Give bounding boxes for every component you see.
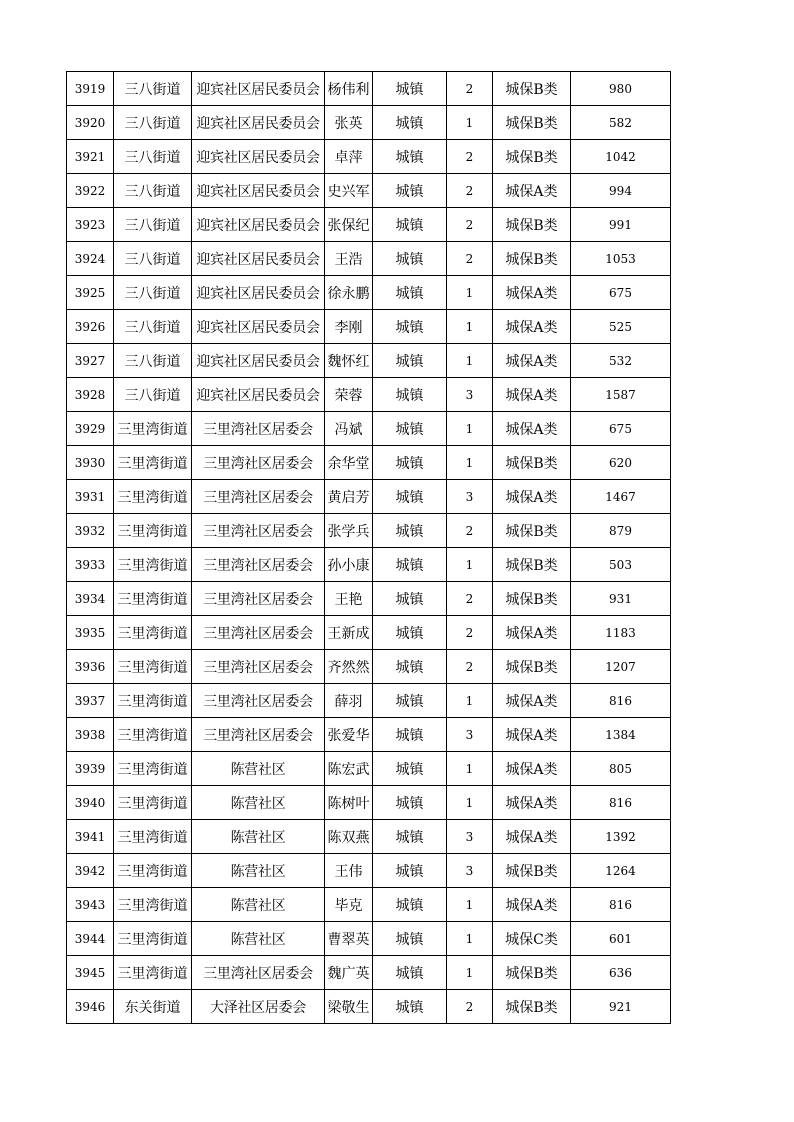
cell-subdistrict: 三里湾街道: [114, 548, 192, 582]
cell-subdistrict: 三里湾街道: [114, 616, 192, 650]
cell-subdistrict: 三里湾街道: [114, 446, 192, 480]
cell-community: 三里湾社区居委会: [192, 616, 325, 650]
cell-insurance-category: 城保B类: [493, 650, 571, 684]
cell-amount: 1207: [571, 650, 671, 684]
cell-household-size: 1: [447, 922, 493, 956]
cell-amount: 816: [571, 684, 671, 718]
cell-row-id: 3937: [67, 684, 114, 718]
cell-insurance-category: 城保A类: [493, 888, 571, 922]
cell-row-id: 3921: [67, 140, 114, 174]
cell-amount: 931: [571, 582, 671, 616]
cell-name: 徐永鹏: [325, 276, 373, 310]
cell-area-type: 城镇: [373, 378, 447, 412]
cell-community: 迎宾社区居民委员会: [192, 208, 325, 242]
cell-name: 冯斌: [325, 412, 373, 446]
cell-row-id: 3926: [67, 310, 114, 344]
cell-insurance-category: 城保B类: [493, 514, 571, 548]
cell-insurance-category: 城保B类: [493, 990, 571, 1024]
cell-community: 迎宾社区居民委员会: [192, 72, 325, 106]
cell-subdistrict: 三八街道: [114, 208, 192, 242]
cell-subdistrict: 三里湾街道: [114, 684, 192, 718]
cell-row-id: 3942: [67, 854, 114, 888]
cell-household-size: 1: [447, 956, 493, 990]
cell-insurance-category: 城保B类: [493, 854, 571, 888]
cell-name: 黄启芳: [325, 480, 373, 514]
cell-area-type: 城镇: [373, 990, 447, 1024]
cell-area-type: 城镇: [373, 650, 447, 684]
cell-amount: 503: [571, 548, 671, 582]
cell-insurance-category: 城保B类: [493, 548, 571, 582]
table-row: [67, 378, 671, 412]
cell-insurance-category: 城保A类: [493, 480, 571, 514]
cell-row-id: 3923: [67, 208, 114, 242]
cell-community: 迎宾社区居民委员会: [192, 174, 325, 208]
cell-area-type: 城镇: [373, 174, 447, 208]
cell-household-size: 3: [447, 378, 493, 412]
cell-subdistrict: 三里湾街道: [114, 820, 192, 854]
cell-household-size: 1: [447, 412, 493, 446]
cell-area-type: 城镇: [373, 548, 447, 582]
cell-amount: 582: [571, 106, 671, 140]
cell-row-id: 3920: [67, 106, 114, 140]
cell-area-type: 城镇: [373, 786, 447, 820]
cell-row-id: 3943: [67, 888, 114, 922]
cell-name: 曹翠英: [325, 922, 373, 956]
cell-insurance-category: 城保B类: [493, 242, 571, 276]
table-row: [67, 174, 671, 208]
cell-community: 三里湾社区居委会: [192, 718, 325, 752]
cell-community: 迎宾社区居民委员会: [192, 106, 325, 140]
cell-subdistrict: 三里湾街道: [114, 650, 192, 684]
cell-subdistrict: 三八街道: [114, 72, 192, 106]
table-row: [67, 752, 671, 786]
cell-amount: 1392: [571, 820, 671, 854]
cell-community: 三里湾社区居委会: [192, 684, 325, 718]
cell-household-size: 3: [447, 718, 493, 752]
cell-name: 张保纪: [325, 208, 373, 242]
cell-name: 张爱华: [325, 718, 373, 752]
cell-household-size: 2: [447, 242, 493, 276]
cell-insurance-category: 城保A类: [493, 310, 571, 344]
table-row: [67, 514, 671, 548]
cell-name: 张英: [325, 106, 373, 140]
cell-amount: 1587: [571, 378, 671, 412]
table-row: [67, 344, 671, 378]
cell-insurance-category: 城保B类: [493, 446, 571, 480]
cell-area-type: 城镇: [373, 582, 447, 616]
cell-insurance-category: 城保A类: [493, 820, 571, 854]
cell-row-id: 3936: [67, 650, 114, 684]
cell-subdistrict: 三八街道: [114, 242, 192, 276]
cell-area-type: 城镇: [373, 854, 447, 888]
cell-area-type: 城镇: [373, 922, 447, 956]
cell-name: 薛羽: [325, 684, 373, 718]
table-row: [67, 208, 671, 242]
cell-insurance-category: 城保A类: [493, 344, 571, 378]
cell-subdistrict: 三里湾街道: [114, 854, 192, 888]
cell-name: 魏怀红: [325, 344, 373, 378]
cell-household-size: 2: [447, 140, 493, 174]
cell-household-size: 3: [447, 820, 493, 854]
cell-name: 陈双燕: [325, 820, 373, 854]
cell-amount: 675: [571, 276, 671, 310]
cell-row-id: 3940: [67, 786, 114, 820]
cell-amount: 816: [571, 888, 671, 922]
cell-subdistrict: 三八街道: [114, 174, 192, 208]
cell-area-type: 城镇: [373, 820, 447, 854]
cell-insurance-category: 城保A类: [493, 684, 571, 718]
cell-area-type: 城镇: [373, 480, 447, 514]
table-row: [67, 616, 671, 650]
cell-subdistrict: 三里湾街道: [114, 412, 192, 446]
cell-amount: 1264: [571, 854, 671, 888]
cell-insurance-category: 城保B类: [493, 140, 571, 174]
cell-subdistrict: 三八街道: [114, 276, 192, 310]
cell-amount: 525: [571, 310, 671, 344]
cell-amount: 1183: [571, 616, 671, 650]
cell-row-id: 3944: [67, 922, 114, 956]
cell-household-size: 2: [447, 514, 493, 548]
table-row: [67, 956, 671, 990]
cell-row-id: 3927: [67, 344, 114, 378]
cell-household-size: 2: [447, 72, 493, 106]
cell-row-id: 3931: [67, 480, 114, 514]
cell-community: 大泽社区居委会: [192, 990, 325, 1024]
cell-household-size: 1: [447, 106, 493, 140]
table-row: [67, 990, 671, 1024]
table-row: [67, 820, 671, 854]
cell-household-size: 3: [447, 480, 493, 514]
cell-community: 三里湾社区居委会: [192, 582, 325, 616]
cell-household-size: 1: [447, 786, 493, 820]
cell-community: 三里湾社区居委会: [192, 446, 325, 480]
cell-subdistrict: 三里湾街道: [114, 718, 192, 752]
cell-community: 陈营社区: [192, 786, 325, 820]
cell-area-type: 城镇: [373, 956, 447, 990]
cell-amount: 879: [571, 514, 671, 548]
cell-insurance-category: 城保B类: [493, 582, 571, 616]
cell-amount: 805: [571, 752, 671, 786]
cell-insurance-category: 城保B类: [493, 956, 571, 990]
cell-name: 孙小康: [325, 548, 373, 582]
cell-amount: 1053: [571, 242, 671, 276]
cell-insurance-category: 城保C类: [493, 922, 571, 956]
table-row: [67, 854, 671, 888]
cell-name: 魏广英: [325, 956, 373, 990]
cell-amount: 994: [571, 174, 671, 208]
cell-amount: 980: [571, 72, 671, 106]
cell-name: 齐然然: [325, 650, 373, 684]
cell-subdistrict: 三八街道: [114, 140, 192, 174]
cell-name: 王伟: [325, 854, 373, 888]
cell-subdistrict: 东关街道: [114, 990, 192, 1024]
cell-row-id: 3934: [67, 582, 114, 616]
cell-amount: 675: [571, 412, 671, 446]
cell-row-id: 3928: [67, 378, 114, 412]
cell-name: 荣蓉: [325, 378, 373, 412]
cell-area-type: 城镇: [373, 412, 447, 446]
cell-amount: 620: [571, 446, 671, 480]
cell-subdistrict: 三里湾街道: [114, 514, 192, 548]
cell-subdistrict: 三里湾街道: [114, 582, 192, 616]
table-row: [67, 310, 671, 344]
table-row: [67, 106, 671, 140]
cell-area-type: 城镇: [373, 616, 447, 650]
cell-insurance-category: 城保A类: [493, 174, 571, 208]
cell-household-size: 2: [447, 990, 493, 1024]
cell-community: 陈营社区: [192, 888, 325, 922]
cell-name: 毕克: [325, 888, 373, 922]
cell-row-id: 3932: [67, 514, 114, 548]
cell-household-size: 1: [447, 344, 493, 378]
cell-area-type: 城镇: [373, 72, 447, 106]
cell-community: 迎宾社区居民委员会: [192, 276, 325, 310]
table-row: [67, 888, 671, 922]
cell-insurance-category: 城保B类: [493, 72, 571, 106]
cell-subdistrict: 三八街道: [114, 344, 192, 378]
cell-amount: 636: [571, 956, 671, 990]
cell-name: 史兴军: [325, 174, 373, 208]
cell-subdistrict: 三八街道: [114, 106, 192, 140]
cell-row-id: 3945: [67, 956, 114, 990]
records-table: [66, 71, 671, 1024]
cell-name: 张学兵: [325, 514, 373, 548]
cell-area-type: 城镇: [373, 344, 447, 378]
cell-row-id: 3922: [67, 174, 114, 208]
cell-area-type: 城镇: [373, 276, 447, 310]
cell-community: 陈营社区: [192, 922, 325, 956]
cell-name: 王艳: [325, 582, 373, 616]
cell-insurance-category: 城保A类: [493, 378, 571, 412]
cell-household-size: 1: [447, 310, 493, 344]
cell-insurance-category: 城保A类: [493, 412, 571, 446]
cell-subdistrict: 三里湾街道: [114, 956, 192, 990]
table-row: [67, 446, 671, 480]
cell-subdistrict: 三里湾街道: [114, 922, 192, 956]
cell-household-size: 1: [447, 548, 493, 582]
cell-household-size: 2: [447, 650, 493, 684]
cell-insurance-category: 城保B类: [493, 106, 571, 140]
cell-row-id: 3938: [67, 718, 114, 752]
table-row: [67, 242, 671, 276]
cell-subdistrict: 三里湾街道: [114, 786, 192, 820]
cell-name: 余华堂: [325, 446, 373, 480]
cell-subdistrict: 三里湾街道: [114, 752, 192, 786]
cell-community: 陈营社区: [192, 752, 325, 786]
table-row: [67, 276, 671, 310]
cell-area-type: 城镇: [373, 888, 447, 922]
cell-row-id: 3933: [67, 548, 114, 582]
cell-row-id: 3939: [67, 752, 114, 786]
cell-row-id: 3919: [67, 72, 114, 106]
cell-name: 杨伟利: [325, 72, 373, 106]
table-row: [67, 412, 671, 446]
cell-insurance-category: 城保A类: [493, 786, 571, 820]
cell-insurance-category: 城保A类: [493, 616, 571, 650]
cell-area-type: 城镇: [373, 446, 447, 480]
cell-name: 王浩: [325, 242, 373, 276]
cell-area-type: 城镇: [373, 684, 447, 718]
cell-amount: 816: [571, 786, 671, 820]
table-row: [67, 786, 671, 820]
cell-name: 梁敬生: [325, 990, 373, 1024]
cell-amount: 601: [571, 922, 671, 956]
cell-community: 三里湾社区居委会: [192, 650, 325, 684]
table-row: [67, 650, 671, 684]
cell-community: 陈营社区: [192, 854, 325, 888]
cell-household-size: 1: [447, 446, 493, 480]
cell-household-size: 3: [447, 854, 493, 888]
cell-community: 迎宾社区居民委员会: [192, 378, 325, 412]
cell-area-type: 城镇: [373, 140, 447, 174]
cell-household-size: 2: [447, 616, 493, 650]
table-row: [67, 684, 671, 718]
cell-subdistrict: 三里湾街道: [114, 888, 192, 922]
cell-community: 三里湾社区居委会: [192, 956, 325, 990]
cell-amount: 1042: [571, 140, 671, 174]
table-row: [67, 140, 671, 174]
cell-row-id: 3930: [67, 446, 114, 480]
cell-insurance-category: 城保B类: [493, 208, 571, 242]
cell-name: 李刚: [325, 310, 373, 344]
cell-insurance-category: 城保A类: [493, 718, 571, 752]
table-row: [67, 582, 671, 616]
cell-community: 三里湾社区居委会: [192, 548, 325, 582]
table-row: [67, 480, 671, 514]
cell-area-type: 城镇: [373, 242, 447, 276]
cell-amount: 921: [571, 990, 671, 1024]
cell-amount: 991: [571, 208, 671, 242]
cell-area-type: 城镇: [373, 718, 447, 752]
cell-household-size: 1: [447, 276, 493, 310]
cell-name: 卓萍: [325, 140, 373, 174]
cell-insurance-category: 城保A类: [493, 276, 571, 310]
cell-row-id: 3941: [67, 820, 114, 854]
cell-row-id: 3924: [67, 242, 114, 276]
cell-area-type: 城镇: [373, 514, 447, 548]
cell-household-size: 2: [447, 208, 493, 242]
cell-household-size: 1: [447, 752, 493, 786]
cell-name: 陈宏武: [325, 752, 373, 786]
cell-area-type: 城镇: [373, 106, 447, 140]
cell-subdistrict: 三八街道: [114, 378, 192, 412]
table-row: [67, 922, 671, 956]
cell-household-size: 2: [447, 174, 493, 208]
cell-name: 王新成: [325, 616, 373, 650]
cell-row-id: 3946: [67, 990, 114, 1024]
cell-row-id: 3929: [67, 412, 114, 446]
table-row: [67, 548, 671, 582]
table-row: [67, 718, 671, 752]
cell-amount: 1384: [571, 718, 671, 752]
cell-amount: 532: [571, 344, 671, 378]
cell-community: 迎宾社区居民委员会: [192, 140, 325, 174]
cell-area-type: 城镇: [373, 310, 447, 344]
cell-area-type: 城镇: [373, 208, 447, 242]
cell-subdistrict: 三里湾街道: [114, 480, 192, 514]
cell-row-id: 3925: [67, 276, 114, 310]
cell-household-size: 2: [447, 582, 493, 616]
cell-household-size: 1: [447, 684, 493, 718]
cell-insurance-category: 城保A类: [493, 752, 571, 786]
cell-area-type: 城镇: [373, 752, 447, 786]
cell-community: 迎宾社区居民委员会: [192, 242, 325, 276]
cell-row-id: 3935: [67, 616, 114, 650]
cell-community: 陈营社区: [192, 820, 325, 854]
cell-community: 三里湾社区居委会: [192, 514, 325, 548]
cell-subdistrict: 三八街道: [114, 310, 192, 344]
cell-household-size: 1: [447, 888, 493, 922]
cell-community: 三里湾社区居委会: [192, 412, 325, 446]
cell-community: 迎宾社区居民委员会: [192, 344, 325, 378]
cell-community: 迎宾社区居民委员会: [192, 310, 325, 344]
cell-amount: 1467: [571, 480, 671, 514]
table-row: [67, 72, 671, 106]
cell-name: 陈树叶: [325, 786, 373, 820]
cell-community: 三里湾社区居委会: [192, 480, 325, 514]
